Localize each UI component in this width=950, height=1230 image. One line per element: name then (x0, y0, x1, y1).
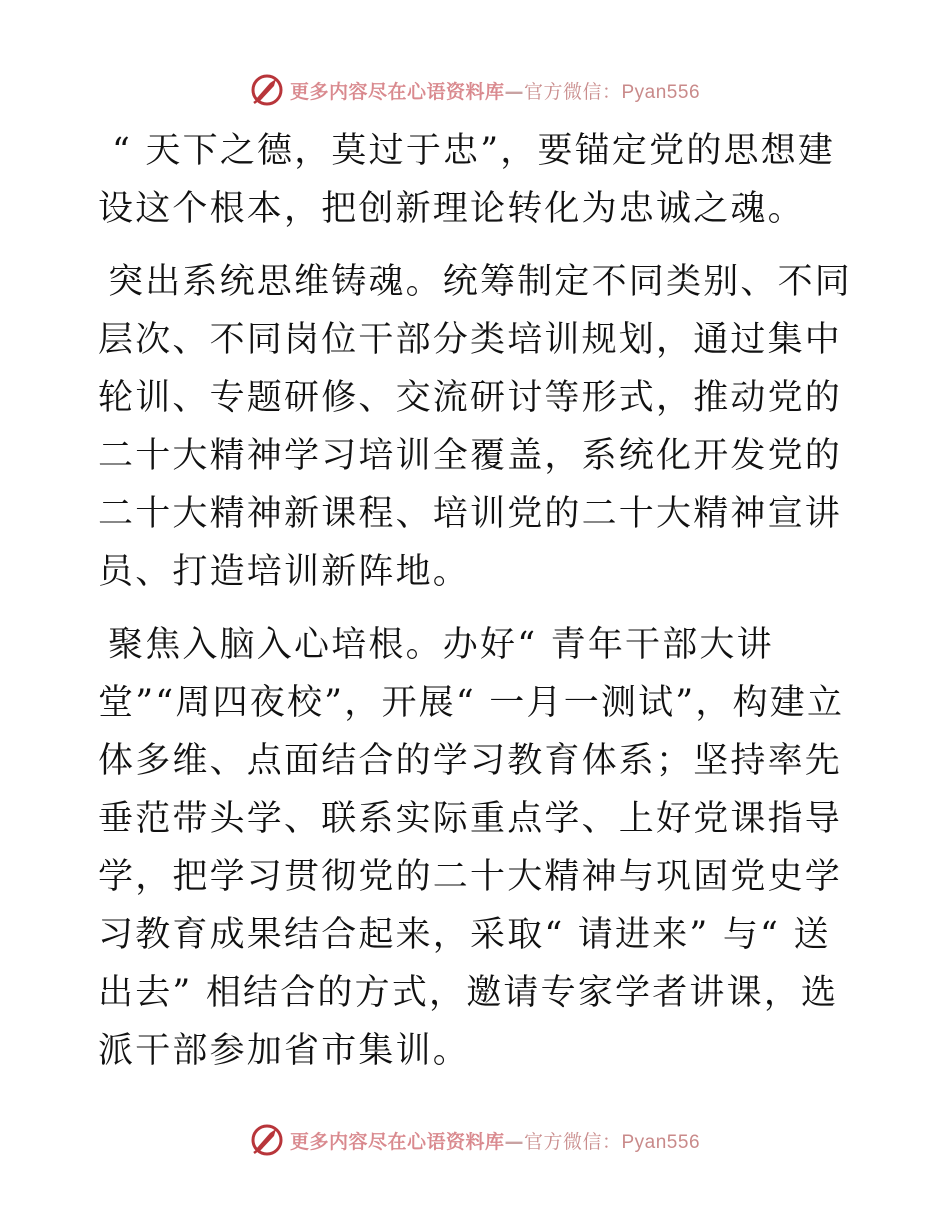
watermark-handle: Pyan556 (621, 81, 701, 103)
document-body (98, 122, 858, 1080)
watermark-label: 官方微信： (523, 80, 622, 103)
quill-pen-seal-icon (250, 73, 284, 107)
footer-watermark (0, 1122, 950, 1158)
watermark-text (290, 1127, 700, 1154)
quill-pen-seal-icon (250, 1123, 284, 1157)
header-watermark (0, 72, 950, 108)
watermark-site: 更多内容尽在心语资料库 (289, 80, 505, 103)
paragraph-loyalty: “ 天下之德，莫过于忠”，要锚定党的思想建设这个根本，把创新理论转化为忠诚之魂。 (98, 131, 836, 229)
paragraph-systems-thinking: 突出系统思维铸魂。统筹制定不同类别、不同层次、不同岗位干部分类培训规划，通过集中轮训、专题研修、交流研讨等形式，推动党的二十大精神学习培训全覆盖，系统化开发党的二十大精神新课程、培训党的二十大精神宣讲员、打造培训新阵地。 (98, 262, 853, 592)
watermark-label: 官方微信： (523, 1130, 622, 1153)
watermark-separator: — (504, 1130, 524, 1153)
watermark-text (290, 77, 700, 104)
watermark-separator: — (504, 80, 524, 103)
watermark-handle: Pyan556 (621, 1131, 701, 1153)
watermark-site: 更多内容尽在心语资料库 (289, 1130, 505, 1153)
paragraph-focus-learning: 聚焦入脑入心培根。办好“ 青年干部大讲堂”“周四夜校”，开展“ 一月一测试”，构建立体多维、点面结合的学习教育体系；坚持率先垂范带头学、联系实际重点学、上好党课指导学，把学习贯彻党的二十大精神与巩固党史学习教育成果结合起来，采取“ 请进来” 与“ 送出去” 相结合的方式，邀请专家学者讲课，选派干部参加省市集训。 (98, 625, 845, 1071)
